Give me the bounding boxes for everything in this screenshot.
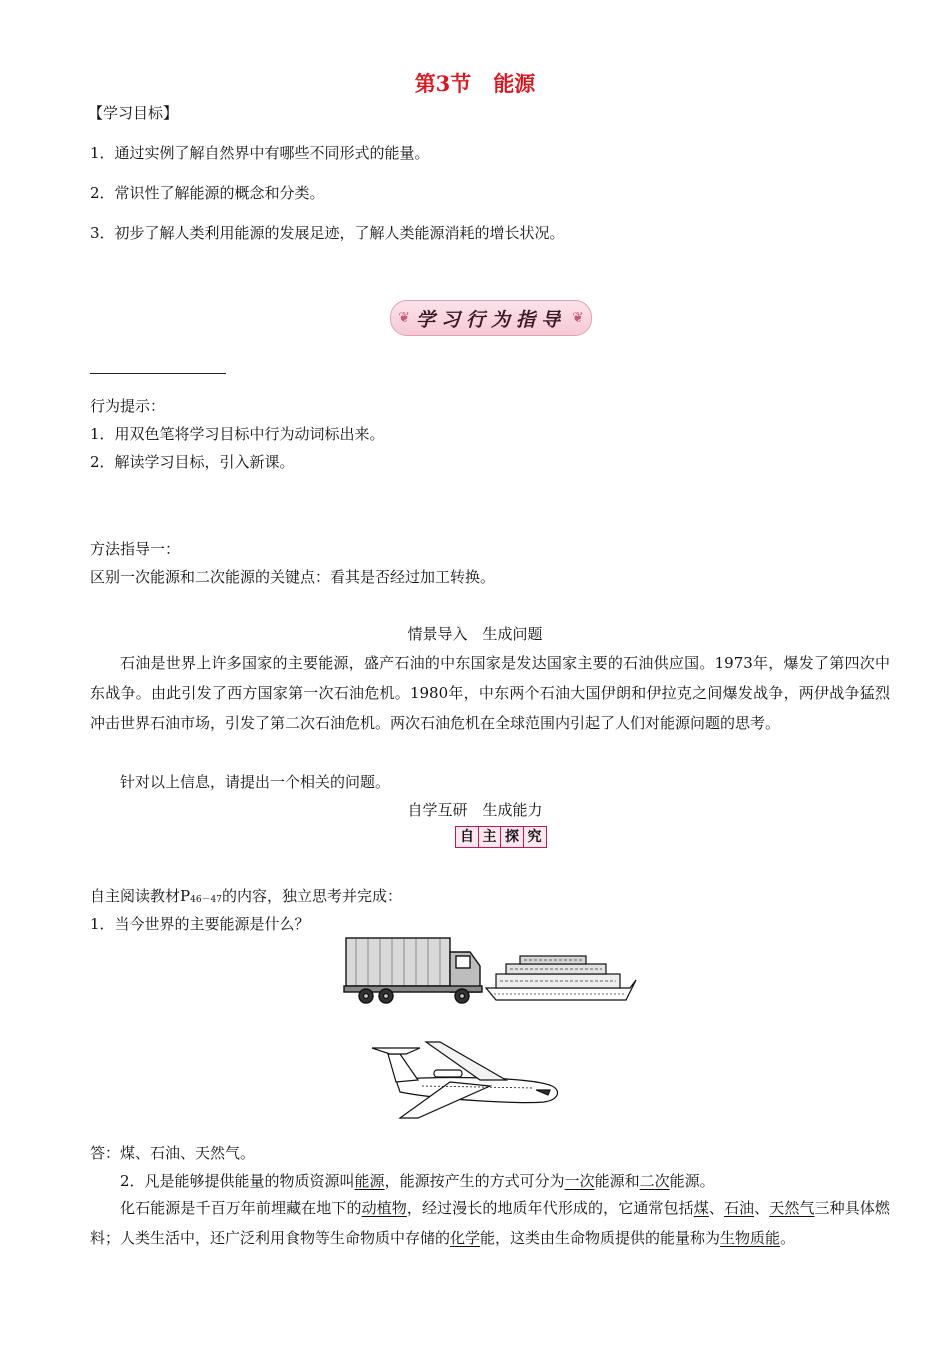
objective-item-3: 3．初步了解人类利用能源的发展足迹，了解人类能源消耗的增长状况。 xyxy=(90,224,565,242)
flourish-left-icon: ❦ xyxy=(398,310,410,326)
fossil-text-6: 能，这类由生命物质提供的能量称为 xyxy=(480,1229,721,1247)
scenario-paragraph: 石油是世界上许多国家的主要能源，盛产石油的中东国家是发达国家主要的石油供应国。1973年，爆发了第四次中东战争。由此引发了西方国家第一次石油危机。1980年，中东两个石油大国伊朗和伊拉克之间爆发战争，两伊战争猛烈冲击世界石油市场，引发了第二次石油危机。两次石油危机在全球范围内引起了人们对能源问题的思考。 xyxy=(90,654,890,732)
fossil-answer-chemical: 化学 xyxy=(450,1229,481,1247)
vehicles-illustration xyxy=(330,930,650,1120)
fossil-text-4: 、 xyxy=(754,1199,770,1217)
behavior-item-1: 1．用双色笔将学习目标中行为动词标出来。 xyxy=(90,425,385,443)
q2-text-4: 能源。 xyxy=(669,1172,715,1190)
section-number: 第3节 xyxy=(414,71,472,96)
section-name: 能源 xyxy=(493,71,536,96)
q2-answer-secondary: 二次 xyxy=(639,1172,670,1190)
answer-1: 答：煤、石油、天然气。 xyxy=(90,1144,256,1162)
method-label: 方法指导一： xyxy=(90,540,181,558)
question-1: 1．当今世界的主要能源是什么？ xyxy=(90,915,310,933)
fossil-text-1: 化石能源是千百万年前埋藏在地下的 xyxy=(120,1199,362,1217)
reading-instruction xyxy=(90,886,402,910)
learning-guide-banner xyxy=(390,300,592,336)
fossil-text-2: ，经过漫长的地质年代形成的，它通常包括 xyxy=(406,1199,694,1217)
behavior-item-2: 2．解读学习目标，引入新课。 xyxy=(90,453,295,471)
scenario-prompt: 针对以上信息，请提出一个相关的问题。 xyxy=(120,773,391,791)
page-range: 46－47 xyxy=(190,895,222,905)
fossil-text-5: 三种具体燃料；人类生活中，还广泛利用食物等生命物质中存储的 xyxy=(90,1199,890,1247)
q2-answer-energy: 能源 xyxy=(354,1172,385,1190)
q2-text-1: 2．凡是能够提供能量的物质资源叫 xyxy=(120,1172,355,1190)
method-text: 区别一次能源和二次能源的关键点：看其是否经过加工转换。 xyxy=(90,568,496,586)
behavior-label: 行为提示： xyxy=(90,397,166,415)
fossil-answer-coal: 煤 xyxy=(693,1199,709,1217)
tag-char-3: 探 xyxy=(500,826,524,848)
airplane-icon xyxy=(372,1042,558,1118)
reading-instruction-post: 的内容，独立思考并完成： xyxy=(222,887,403,905)
self-study-heading: 自学互研 生成能力 xyxy=(407,801,543,819)
page-title xyxy=(0,68,950,98)
truck-icon xyxy=(344,938,482,1003)
tag-char-1: 自 xyxy=(455,826,479,848)
q2-text-3: 能源和 xyxy=(594,1172,640,1190)
fossil-answer-oil: 石油 xyxy=(723,1199,755,1217)
fossil-text-3: 、 xyxy=(708,1199,724,1217)
fossil-answer-biomass: 生物质能 xyxy=(720,1229,781,1247)
ship-icon xyxy=(486,956,636,1000)
scenario-heading: 情景导入 生成问题 xyxy=(407,625,543,643)
fossil-answer-organisms: 动植物 xyxy=(361,1199,407,1217)
flourish-right-icon: ❦ xyxy=(572,310,584,326)
tag-char-4: 究 xyxy=(523,826,547,848)
q2-answer-primary: 一次 xyxy=(564,1172,595,1190)
fossil-answer-gas: 天然气 xyxy=(769,1199,815,1217)
fossil-text-7: 。 xyxy=(780,1229,796,1247)
objective-item-1: 1．通过实例了解自然界中有哪些不同形式的能量。 xyxy=(90,144,430,162)
reading-instruction-pre: 自主阅读教材P xyxy=(90,887,191,905)
tag-char-2: 主 xyxy=(478,826,502,848)
objective-item-2: 2．常识性了解能源的概念和分类。 xyxy=(90,184,325,202)
self-explore-tag xyxy=(455,826,545,848)
banner-text: 学习行为指导 xyxy=(415,308,566,331)
q2-text-2: ，能源按产生的方式可分为 xyxy=(384,1172,565,1190)
question-2 xyxy=(120,1171,715,1191)
objectives-heading: 【学习目标】 xyxy=(88,104,179,122)
fossil-energy-paragraph xyxy=(90,1193,890,1253)
divider xyxy=(90,373,226,374)
